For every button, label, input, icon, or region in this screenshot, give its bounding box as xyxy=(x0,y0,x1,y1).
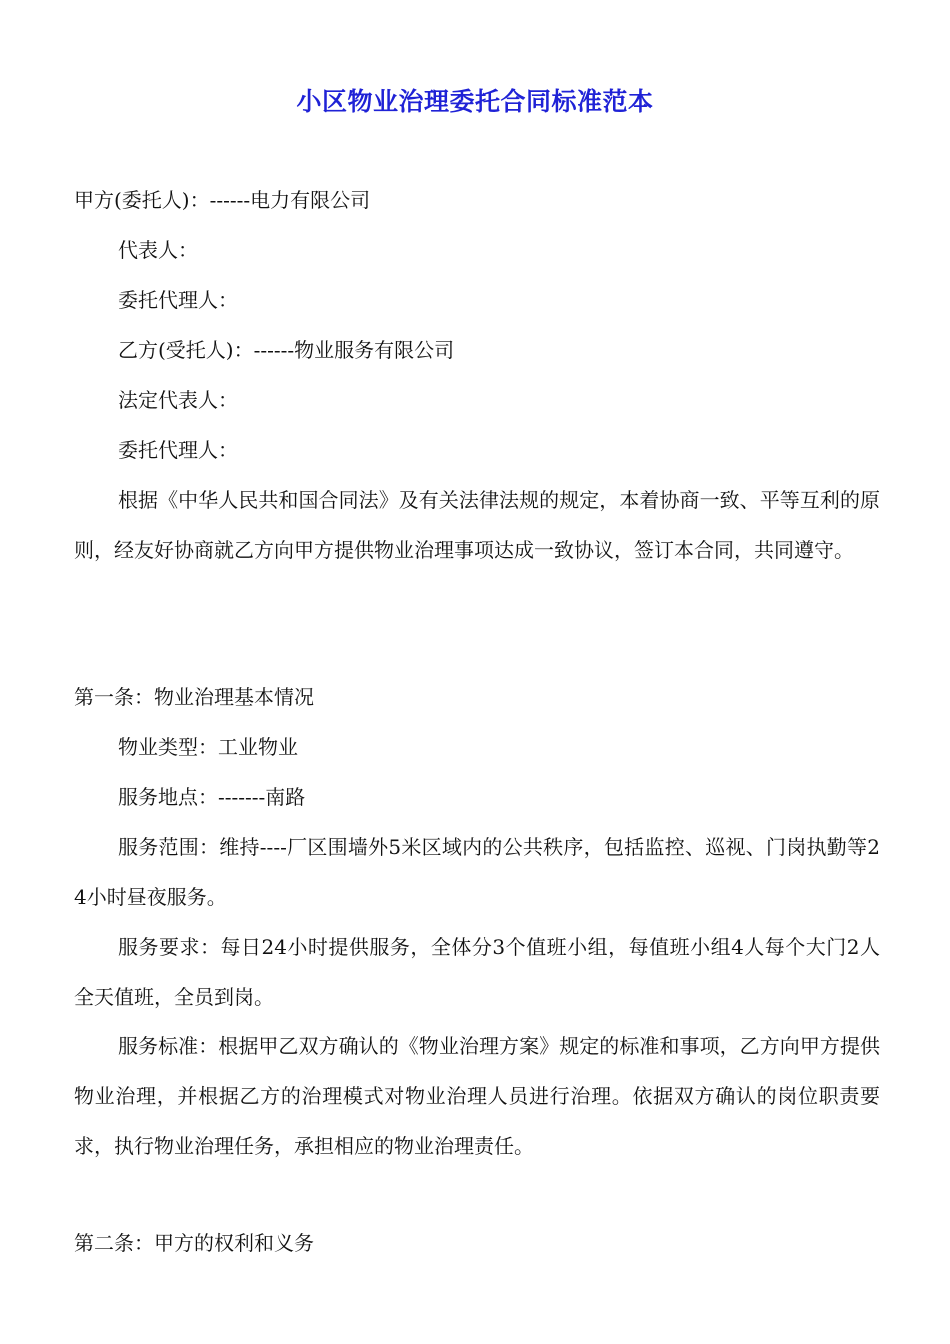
property-type-line: 物业类型：工业物业 xyxy=(118,735,298,759)
preamble-paragraph: 根据《中华人民共和国合同法》及有关法律法规的规定，本着协商一致、平等互利的原则，经友好协商就乙方向甲方提供物业治理事项达成一致协议，签订本合同，共同遵守。 xyxy=(74,488,880,562)
document-title: 小区物业治理委托合同标准范本 xyxy=(296,87,654,116)
party-b-line: 乙方(受托人)：------物业服务有限公司 xyxy=(118,338,455,362)
party-a-representative-line: 代表人： xyxy=(118,238,198,262)
party-a-line: 甲方(委托人)：------电力有限公司 xyxy=(74,188,371,212)
service-requirements-paragraph: 服务要求：每日24小时提供服务，全体分3个值班小组，每值班小组4人每个大门2人全天值班，全员到岗。 xyxy=(74,935,880,1009)
article1-heading: 第一条：物业治理基本情况 xyxy=(74,685,314,709)
party-b-legal-representative-line: 法定代表人： xyxy=(118,388,238,412)
service-location-line: 服务地点：-------南路 xyxy=(118,785,306,809)
service-standard-paragraph: 服务标准：根据甲乙双方确认的《物业治理方案》规定的标准和事项，乙方向甲方提供物业治理，并根据乙方的治理模式对物业治理人员进行治理。依据双方确认的岗位职责要求，执行物业治理任务，承担相应的物业治理责任。 xyxy=(74,1034,880,1158)
party-a-agent-line: 委托代理人： xyxy=(118,288,238,312)
service-scope-paragraph: 服务范围：维持----厂区围墙外5米区域内的公共秩序，包括监控、巡视、门岗执勤等24小时昼夜服务。 xyxy=(74,835,880,909)
party-b-agent-line: 委托代理人： xyxy=(118,438,238,462)
article2-heading: 第二条：甲方的权利和义务 xyxy=(74,1231,314,1255)
